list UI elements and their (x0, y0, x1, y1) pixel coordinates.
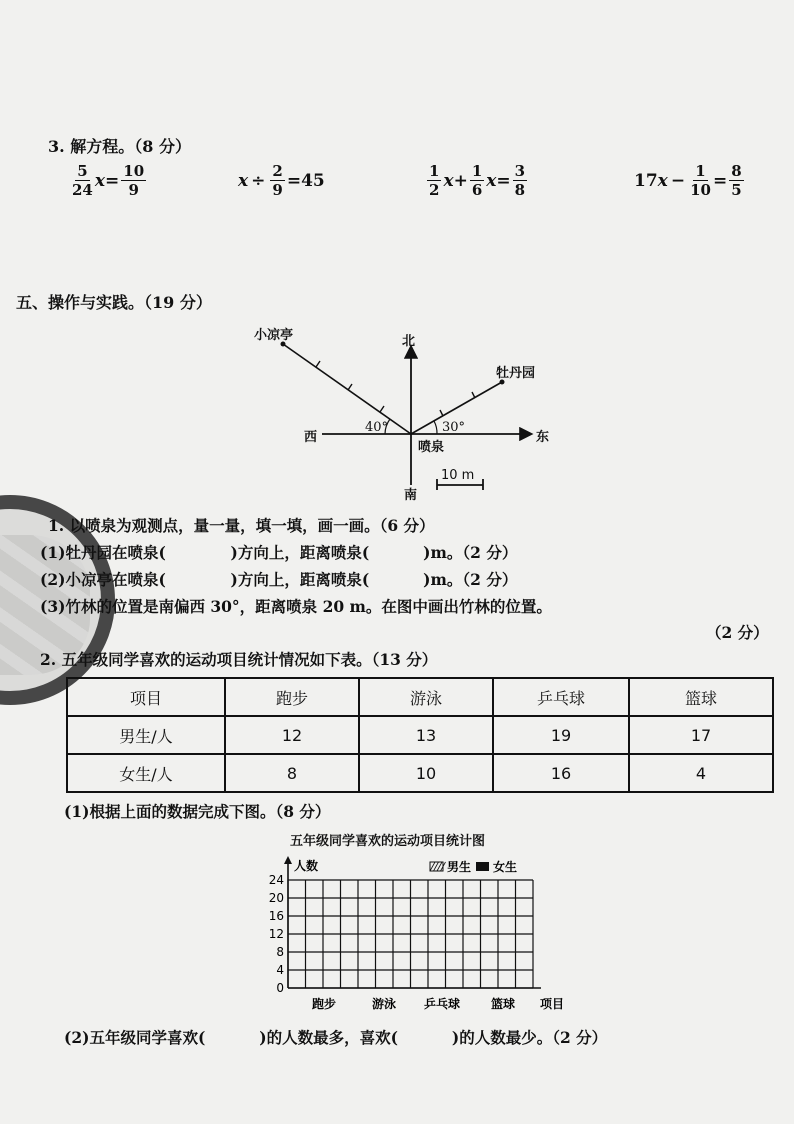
q1-line1: (1)牡丹园在喷泉( )方向上，距离喷泉( )m。（2 分） (40, 543, 518, 562)
y-axis-arrow (284, 856, 292, 864)
table-row (67, 716, 773, 754)
chart-title: 五年级同学喜欢的运动项目统计图 (290, 834, 486, 849)
table-cell: 跑步 (225, 678, 359, 716)
table-cell: 游泳 (359, 678, 493, 716)
peony-ticks (440, 392, 475, 416)
q3-title: 3. 解方程。（8 分） (48, 137, 191, 156)
label-north: 北 (402, 334, 416, 349)
y-tick-label: 4 (276, 963, 284, 977)
q2-title: 2. 五年级同学喜欢的运动项目统计情况如下表。（13 分） (40, 650, 438, 669)
legend-label-female: 女生 (493, 860, 518, 874)
table-cell: 8 (225, 754, 359, 792)
q2-sub2: (2)五年级同学喜欢( )的人数最多，喜欢( )的人数最少。（2 分） (64, 1028, 608, 1047)
table-cell: 女生/人 (67, 754, 225, 792)
label-angle-east: 30° (442, 420, 466, 435)
table-cell: 乒乓球 (493, 678, 629, 716)
table-cell: 17 (629, 716, 773, 754)
label-pavilion: 小凉亭 (254, 328, 294, 343)
stats-table (66, 677, 774, 793)
q2-sub1: (1)根据上面的数据完成下图。（8 分） (64, 802, 331, 821)
legend-label-male: 男生 (447, 860, 472, 874)
pavilion-ray (283, 344, 411, 434)
table-cell: 12 (225, 716, 359, 754)
y-tick-label: 20 (268, 891, 284, 905)
table-cell: 篮球 (629, 678, 773, 716)
section5-title: 五、操作与实践。（19 分） (16, 293, 212, 312)
equation-2: x ÷ $\frac{2}{9}$ =45 (238, 162, 325, 199)
table-cell: 16 (493, 754, 629, 792)
table-cell: 项目 (67, 678, 225, 716)
x-tick-label: 游泳 (371, 997, 397, 1011)
table-cell: 13 (359, 716, 493, 754)
q1-title: 1. 以喷泉为观测点，量一量，填一填，画一画。（6 分） (48, 516, 435, 535)
y-tick-label: 8 (276, 945, 284, 959)
legend-swatch-female (476, 862, 489, 871)
y-tick-label: 0 (276, 981, 284, 995)
label-scale: 10 m (441, 468, 475, 483)
table-cell: 4 (629, 754, 773, 792)
label-peony: 牡丹园 (496, 366, 536, 381)
equation-1: $\frac{5}{24}$ x = $\frac{10}{9}$ (72, 162, 145, 199)
table-cell: 19 (493, 716, 629, 754)
x-tick-label: 乒乓球 (423, 997, 461, 1011)
x-tick-label: 跑步 (311, 997, 337, 1011)
q1-line3: (3)竹林的位置是南偏西 30°，距离喷泉 20 m。在图中画出竹林的位置。 (40, 597, 552, 616)
y-axis-label: 人数 (294, 859, 319, 873)
table-header-row (67, 678, 773, 716)
pavilion-ticks (316, 361, 384, 412)
table-cell: 男生/人 (67, 716, 225, 754)
bar-chart-grid (255, 850, 585, 1015)
q1-line2: (2)小凉亭在喷泉( )方向上，距离喷泉( )m。（2 分） (40, 570, 518, 589)
q1-line3-score: （2 分） (706, 623, 769, 642)
x-tick-label: 篮球 (490, 997, 516, 1011)
label-angle-west: 40° (365, 420, 389, 435)
label-east: 东 (536, 430, 550, 445)
angle-arc-east (434, 421, 437, 434)
y-tick-label: 12 (268, 927, 284, 941)
x-axis-label: 项目 (539, 997, 565, 1011)
equation-4: 17 x − $\frac{1}{10}$ = $\frac{8}{5}$ (634, 162, 742, 199)
label-west: 西 (304, 430, 318, 445)
compass-diagram (280, 320, 570, 500)
y-tick-label: 24 (268, 873, 284, 887)
label-fountain: 喷泉 (418, 440, 445, 455)
label-south: 南 (404, 488, 418, 503)
table-cell: 10 (359, 754, 493, 792)
y-tick-label: 16 (268, 909, 284, 923)
table-row (67, 754, 773, 792)
equation-3: $\frac{1}{2}$ x + $\frac{1}{6}$ x = $\frac{3}{8}$ (429, 162, 526, 199)
